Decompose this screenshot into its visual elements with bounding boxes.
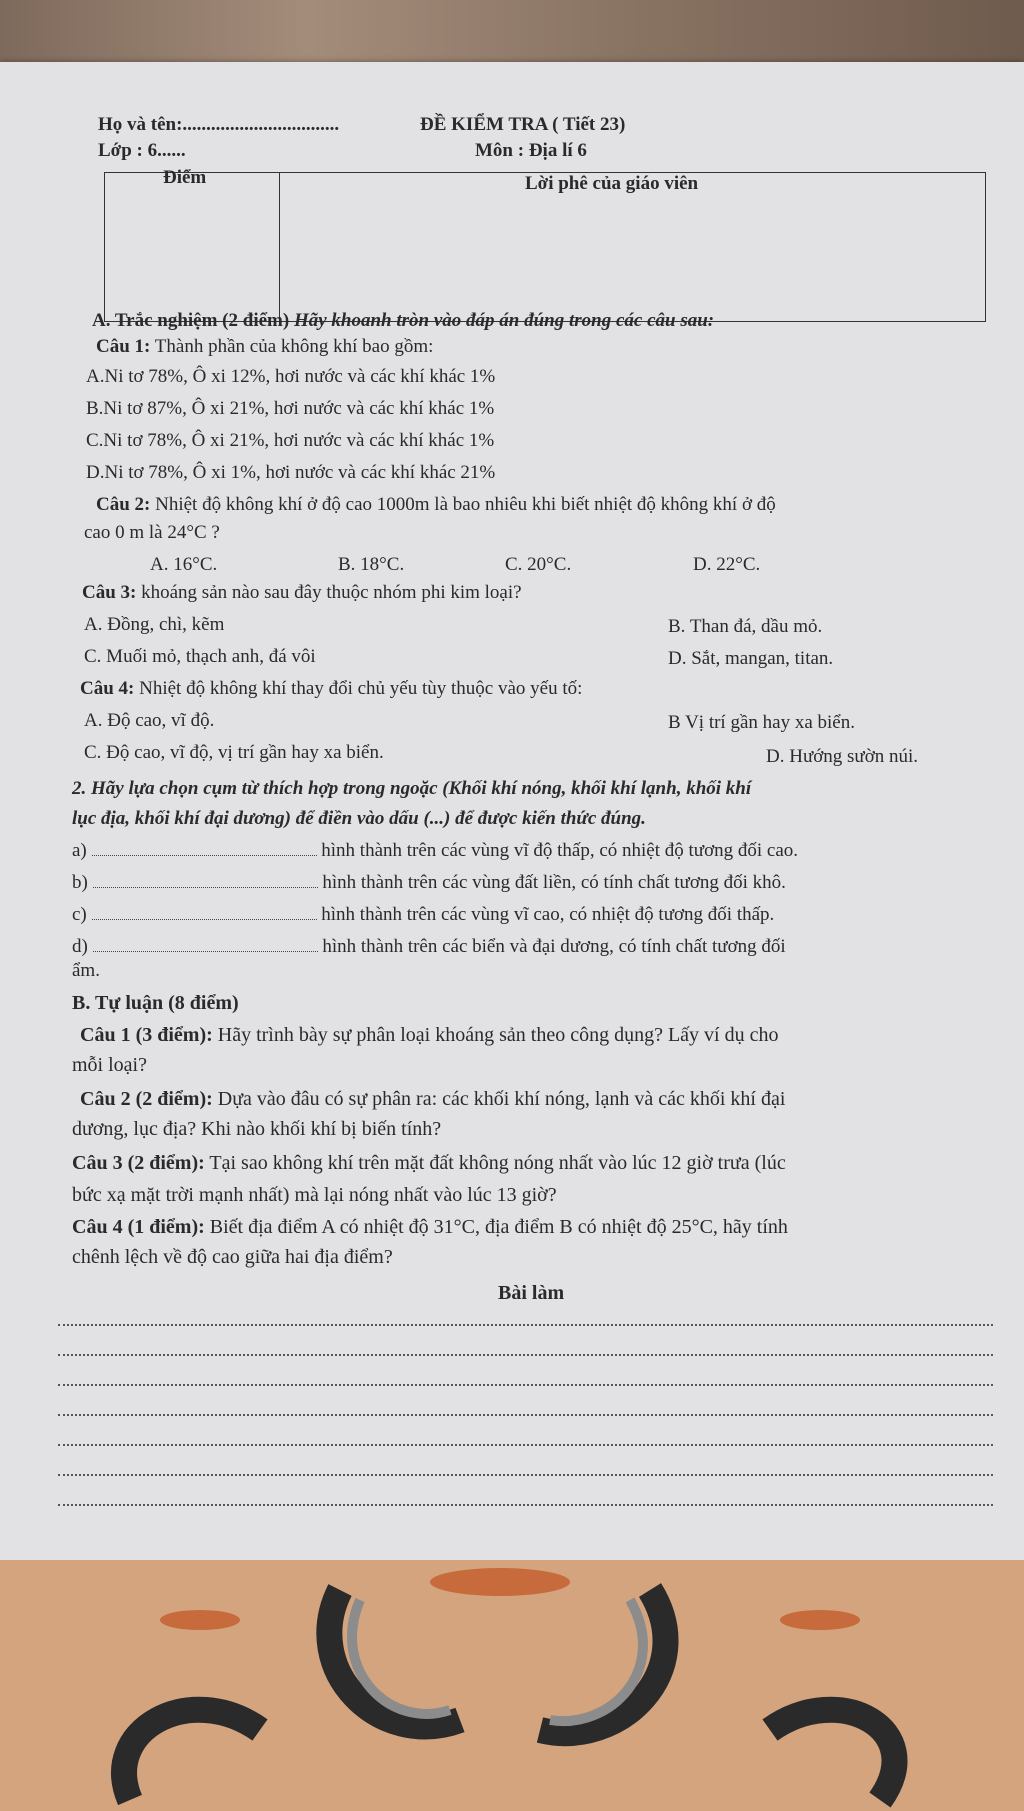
q1-option-c[interactable]: C.Ni tơ 78%, Ô xi 21%, hơi nước và các khí khác 1% [86, 430, 495, 451]
essay-q4-text: Biết địa điểm A có nhiệt độ 31°C, địa điểm B có nhiệt độ 25°C, hãy tính [209, 1216, 788, 1238]
fill-item-b-text: hình thành trên các vùng đất liền, có tính chất tương đối khô. [322, 872, 786, 893]
fill-item-a-label: a) [72, 840, 87, 861]
fill-item-d [72, 936, 786, 958]
fill-item-d-label: d) [72, 936, 88, 957]
subject-label: Môn : Địa lí 6 [475, 140, 587, 161]
q2-text-line1: Nhiệt độ không khí ở độ cao 1000m là bao nhiêu khi biết nhiệt độ không khí ở độ [155, 494, 776, 515]
fill-item-c [72, 904, 774, 926]
teacher-comment-label: Lời phê của giáo viên [525, 173, 699, 194]
fill-blank-c[interactable] [92, 919, 317, 920]
answer-line-7[interactable] [58, 1504, 993, 1506]
fill-blank-b[interactable] [93, 887, 318, 888]
q3-option-a[interactable]: A. Đồng, chì, kẽm [84, 614, 225, 635]
q3-label: Câu 3: [82, 582, 137, 603]
essay-q4-line2: chênh lệch về độ cao giữa hai địa điểm? [72, 1246, 393, 1268]
fill-instruction-line1: 2. Hãy lựa chọn cụm từ thích hợp trong ngoặc (Khối khí nóng, khối khí lạnh, khối khí [72, 778, 752, 799]
essay-q3-line1 [72, 1152, 786, 1175]
part-a-heading: A. Trắc nghiệm (2 điểm) [92, 310, 290, 331]
q1-option-d[interactable]: D.Ni tơ 78%, Ô xi 1%, hơi nước và các khí khác 21% [86, 462, 496, 483]
q2-option-b[interactable]: B. 18°C. [338, 554, 405, 575]
q3-option-b[interactable]: B. Than đá, dầu mỏ. [668, 616, 823, 637]
fill-item-b [72, 872, 786, 894]
essay-q3-label: Câu 3 (2 điểm): [72, 1152, 205, 1174]
background-tile [0, 1560, 1024, 1811]
q4-option-d[interactable]: D. Hướng sườn núi. [766, 746, 919, 767]
q4-text: Nhiệt độ không khí thay đổi chủ yếu tùy thuộc vào yếu tố: [139, 678, 583, 699]
question-2 [96, 494, 776, 516]
tile-pattern-graphic [0, 1560, 1024, 1811]
q4-option-c[interactable]: C. Độ cao, vĩ độ, vị trí gần hay xa biển. [84, 742, 384, 763]
answer-line-1[interactable] [58, 1324, 993, 1326]
q2-option-d[interactable]: D. 22°C. [693, 554, 761, 575]
essay-q2-text: Dựa vào đâu có sự phân ra: các khối khí nóng, lạnh và các khối khí đại [217, 1088, 786, 1110]
essay-q1-label: Câu 1 (3 điểm): [80, 1024, 213, 1046]
q3-text: khoáng sản nào sau đây thuộc nhóm phi kim loại? [141, 582, 522, 603]
part-b-heading: B. Tự luận (8 điểm) [72, 992, 239, 1014]
essay-q2-line2: dương, lục địa? Khi nào khối khí bị biến tính? [72, 1118, 442, 1140]
essay-q1-text: Hãy trình bày sự phân loại khoáng sản theo công dụng? Lấy ví dụ cho [217, 1024, 779, 1046]
essay-q4-label: Câu 4 (1 điểm): [72, 1216, 205, 1238]
question-1 [96, 336, 433, 358]
q1-option-b[interactable]: B.Ni tơ 87%, Ô xi 21%, hơi nước và các khí khác 1% [86, 398, 495, 419]
q4-label: Câu 4: [80, 678, 135, 699]
fill-item-c-label: c) [72, 904, 87, 925]
name-label: Họ và tên:................................. [98, 114, 340, 135]
fill-item-b-label: b) [72, 872, 88, 893]
grade-table [104, 167, 986, 322]
exam-title: ĐỀ KIỂM TRA ( Tiết 23) [420, 114, 626, 135]
fill-item-d-text: hình thành trên các biển và đại dương, có tính chất tương đối [322, 936, 786, 957]
essay-q3-text: Tại sao không khí trên mặt đất không nóng nhất vào lúc 12 giờ trưa (lúc [209, 1152, 786, 1174]
exam-paper [0, 62, 1024, 1570]
class-label: Lớp : 6...... [98, 140, 186, 161]
answer-line-6[interactable] [58, 1474, 993, 1476]
fill-item-c-text: hình thành trên các vùng vĩ cao, có nhiệt độ tương đối thấp. [321, 904, 775, 925]
q1-text: Thành phần của không khí bao gồm: [154, 336, 434, 357]
essay-q1-line1 [80, 1024, 778, 1047]
fill-item-d-continuation: ẩm. [72, 960, 100, 981]
q1-label: Câu 1: [96, 336, 151, 357]
q4-option-a[interactable]: A. Độ cao, vĩ độ. [84, 710, 215, 731]
answer-line-3[interactable] [58, 1384, 993, 1386]
q2-option-c[interactable]: C. 20°C. [505, 554, 572, 575]
q1-option-a[interactable]: A.Ni tơ 78%, Ô xi 12%, hơi nước và các khí khác 1% [86, 366, 496, 387]
essay-q1-line2: mỗi loại? [72, 1054, 147, 1076]
fill-blank-a[interactable] [92, 855, 317, 856]
answer-line-2[interactable] [58, 1354, 993, 1356]
question-3 [82, 582, 522, 604]
score-label: Điểm [163, 167, 207, 188]
essay-q4-line1 [72, 1216, 788, 1239]
answer-line-5[interactable] [58, 1444, 993, 1446]
q2-option-a[interactable]: A. 16°C. [150, 554, 218, 575]
q3-option-c[interactable]: C. Muối mỏ, thạch anh, đá vôi [84, 646, 316, 667]
answer-line-4[interactable] [58, 1414, 993, 1416]
fill-instruction-line2: lục địa, khối khí đại dương) để điền vào dấu (...) để được kiến thức đúng. [72, 808, 646, 829]
part-a-title [92, 310, 714, 332]
fill-blank-d[interactable] [93, 951, 318, 952]
table-divider [279, 173, 280, 321]
q2-label: Câu 2: [96, 494, 151, 515]
part-a-instruction: Hãy khoanh tròn vào đáp án đúng trong các câu sau: [293, 310, 715, 331]
answer-heading: Bài làm [498, 1282, 565, 1304]
q4-option-b[interactable]: B Vị trí gần hay xa biển. [668, 712, 855, 733]
question-4 [80, 678, 582, 700]
fill-item-a-text: hình thành trên các vùng vĩ độ thấp, có nhiệt độ tương đối cao. [321, 840, 799, 861]
essay-q2-label: Câu 2 (2 điểm): [80, 1088, 213, 1110]
q3-option-d[interactable]: D. Sắt, mangan, titan. [668, 648, 834, 669]
essay-q2-line1 [80, 1088, 785, 1111]
q2-text-line2: cao 0 m là 24°C ? [84, 522, 220, 543]
fill-item-a [72, 840, 798, 862]
essay-q3-line2: bức xạ mặt trời mạnh nhất) mà lại nóng nhất vào lúc 13 giờ? [72, 1184, 557, 1206]
